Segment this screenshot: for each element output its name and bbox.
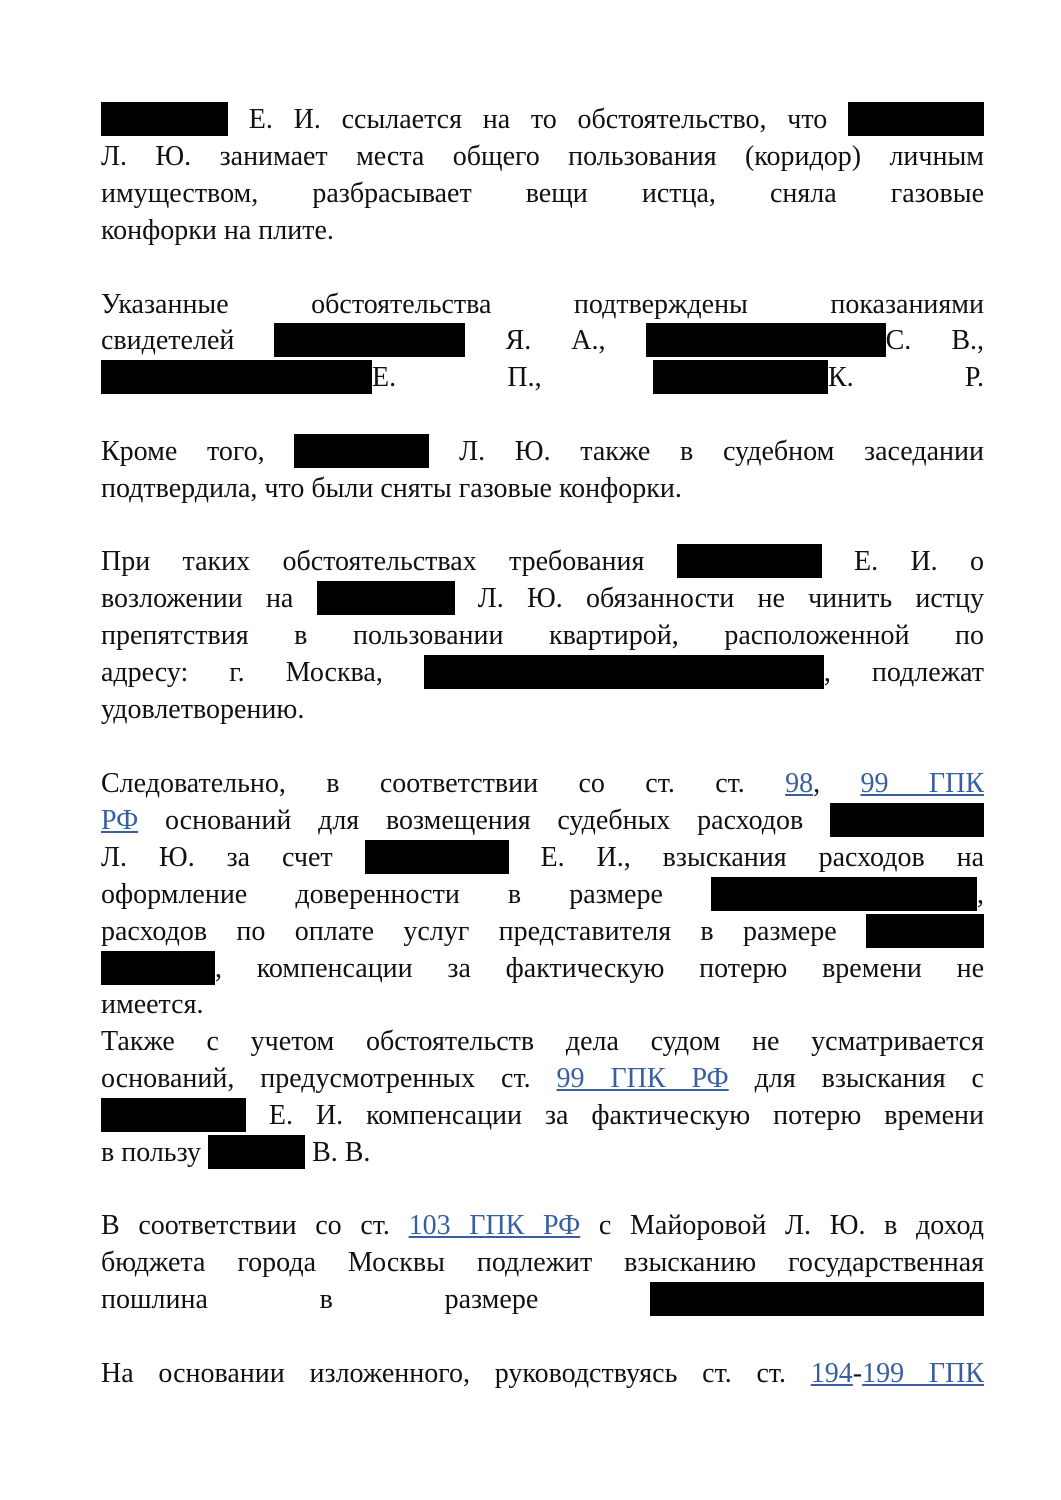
text-line <box>101 803 984 839</box>
text-segment: пошлина в размере <box>101 1284 650 1315</box>
text-line <box>101 213 984 249</box>
redaction-block <box>101 951 215 985</box>
text-segment: , подлежат <box>823 657 984 688</box>
text-line <box>101 766 984 802</box>
text-segment: Е. П., <box>372 362 653 393</box>
text-line <box>101 287 984 323</box>
redaction-block <box>101 102 228 136</box>
text-segment: Также с учетом обстоятельств дела судом не усматривается <box>101 1026 984 1057</box>
text-segment: подтвердила, что были сняты газовые конфорки. <box>101 473 682 504</box>
redaction-block <box>365 840 509 874</box>
text-line <box>101 544 984 580</box>
text-segment: удовлетворению. <box>101 694 305 725</box>
text-segment: Л. Ю. обязанности не чинить истцу <box>454 583 984 614</box>
text-line <box>101 434 984 470</box>
text-segment: Е. И. компенсации за фактическую потерю времени <box>246 1100 984 1131</box>
text-segment: Л. Ю. также в судебном заседании <box>429 436 984 467</box>
redaction-block <box>317 581 455 615</box>
text-segment: Кроме того, <box>101 436 295 467</box>
redaction-block <box>677 544 822 578</box>
text-segment: оснований, предусмотренных ст. <box>101 1063 557 1094</box>
redaction-block <box>653 360 828 394</box>
text-line <box>101 1282 984 1318</box>
law-article-link[interactable]: 99 ГПК <box>860 768 985 799</box>
text-line <box>101 1356 984 1392</box>
text-segment: свидетелей <box>101 325 275 356</box>
text-line <box>101 1135 984 1171</box>
text-segment: имуществом, разбрасывает вещи истца, сняла газовые <box>101 178 984 209</box>
text-segment: , <box>977 879 984 910</box>
redaction-block <box>830 803 984 837</box>
text-line <box>101 1061 984 1097</box>
redaction-block <box>274 323 465 357</box>
text-line <box>101 618 984 654</box>
text-line <box>101 914 984 950</box>
text-segment: бюджета города Москвы подлежит взысканию государственная <box>101 1247 984 1278</box>
redaction-block <box>711 877 977 911</box>
redaction-block <box>424 655 824 689</box>
redaction-block <box>208 1135 305 1169</box>
text-segment: Е. И., взыскания расходов на <box>508 842 984 873</box>
text-line <box>101 102 984 138</box>
text-segment: - <box>852 1358 863 1389</box>
text-segment: , компенсации за фактическую потерю времени не <box>215 953 984 984</box>
text-line <box>101 1245 984 1281</box>
text-segment: При таких обстоятельствах требования <box>101 546 677 577</box>
law-article-link[interactable]: 103 ГПК РФ <box>408 1210 581 1241</box>
text-line <box>101 139 984 175</box>
redaction-block <box>848 102 984 136</box>
text-line <box>101 176 984 212</box>
text-segment: Следовательно, в соответствии со ст. ст. <box>101 768 786 799</box>
text-segment: На основании изложенного, руководствуясь ст. ст. <box>101 1358 811 1389</box>
text-line <box>101 360 984 396</box>
text-segment: Л. Ю. за счет <box>101 842 365 873</box>
text-segment: , <box>813 768 861 799</box>
text-segment: Я. А., <box>465 325 646 356</box>
text-segment: К. Р. <box>827 362 985 393</box>
text-line <box>101 1024 984 1060</box>
text-line <box>101 471 984 507</box>
text-segment: в пользу <box>101 1137 209 1168</box>
text-line <box>101 323 984 359</box>
law-article-link[interactable]: 99 ГПК РФ <box>556 1063 729 1094</box>
text-line <box>101 987 984 1023</box>
text-segment: препятствия в пользовании квартирой, расположенной по <box>101 620 984 651</box>
text-segment: для взыскания с <box>728 1063 984 1094</box>
text-segment: Л. Ю. занимает места общего пользования (коридор) личным <box>101 141 984 172</box>
law-article-link[interactable]: 98 <box>785 768 814 799</box>
text-segment: с Майоровой Л. Ю. в доход <box>580 1210 984 1241</box>
law-article-link[interactable]: РФ <box>101 805 139 836</box>
text-line <box>101 1208 984 1244</box>
text-line <box>101 951 984 987</box>
law-article-link[interactable]: 194 <box>810 1358 853 1389</box>
law-article-link[interactable]: 199 ГПК <box>862 1358 984 1389</box>
text-line <box>101 692 984 728</box>
redaction-block <box>646 323 886 357</box>
text-segment: расходов по оплате услуг представителя в размере <box>101 916 866 947</box>
redaction-block <box>101 360 372 394</box>
text-segment: оснований для возмещения судебных расходов <box>138 805 830 836</box>
text-segment: С. В., <box>885 325 984 356</box>
redaction-block <box>101 1098 246 1132</box>
redaction-block <box>866 914 984 948</box>
text-segment: возложении на <box>101 583 317 614</box>
text-segment: имеется. <box>101 989 204 1020</box>
text-segment: В. В. <box>305 1137 371 1168</box>
text-line <box>101 877 984 913</box>
text-segment: В соответствии со ст. <box>101 1210 409 1241</box>
text-segment: Указанные обстоятельства подтверждены показаниями <box>101 289 984 320</box>
redaction-block <box>294 434 429 468</box>
text-segment: Е. И. о <box>821 546 984 577</box>
text-segment: конфорки на плите. <box>101 215 334 246</box>
text-segment: Е. И. ссылается на то обстоятельство, что <box>228 104 848 135</box>
text-segment: оформление доверенности в размере <box>101 879 711 910</box>
redaction-block <box>650 1282 984 1316</box>
text-line <box>101 840 984 876</box>
text-segment: адресу: г. Москва, <box>101 657 424 688</box>
text-line <box>101 581 984 617</box>
text-line <box>101 1098 984 1134</box>
text-line <box>101 655 984 691</box>
